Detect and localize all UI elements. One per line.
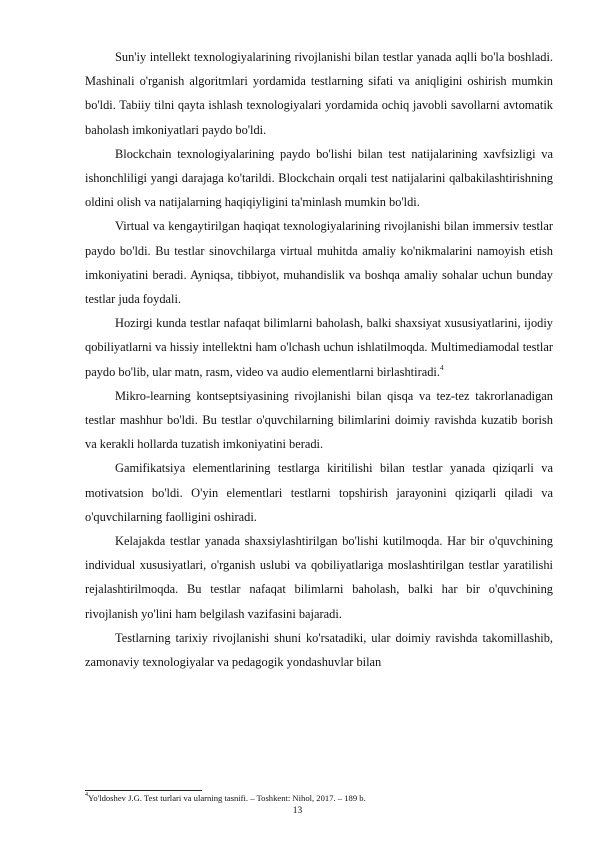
footnote (85, 793, 555, 804)
paragraph-gamification: Gamifikatsiya elementlarining testlarga kiritilishi bilan testlar yanada qiziqarli va motivatsion bo'ldi. O'yin elementlari testlarni topshirish jarayonini qiziqarli qiladi va o'quvchilarning faolligini oshiradi. (85, 461, 553, 524)
footnote-text: Yo'ldoshev J.G. Test turlari va ularning tasnifi. – Toshkent: Nihol, 2017. – 189 b. (88, 793, 366, 803)
paragraph-ai: Sun'iy intellekt texnologiyalarining rivojlanishi bilan testlar yanada aqlli bo'la boshladi. Mashinali o'rganish algoritmlari yordamida testlarning sifati va aniqligini oshirish mumkin bo'ldi. Tabiiy tilni qayta ishlash texnologiyalari yordamida ochiq javobli savollarni avtomatik baholash imkoniyatlari paydo bo'ldi. (85, 50, 553, 137)
paragraph-history: Testlarning tarixiy rivojlanishi shuni ko'rsatadiki, ular doimiy ravishda takomillashib, zamonaviy texnologiyalar va pedagogik yondashuvlar bilan (85, 630, 553, 670)
paragraph-virtual-reality: Virtual va kengaytirilgan haqiqat texnologiyalarining rivojlanishi bilan immersiv testlar paydo bo'ldi. Bu testlar sinovchilarga virtual muhitda amaliy ko'nikmalarini namoyish etish imkoniyatini beradi. Ayniqsa, tibbiyot, muhandislik va boshqa amaliy sohalar uchun bunday testlar juda foydali. (85, 219, 553, 307)
paragraph-micro-learning: Mikro-learning kontseptsiyasining rivojlanishi bilan qisqa va tez-tez takrorlanadigan testlar mashhur bo'ldi. Bu testlar o'quvchilarning bilimlarini doimiy ravishda kuzatib borish va kerakli hollarda tuzatish imkoniyatini beradi. (85, 388, 553, 452)
footnote-marker: 4 (85, 792, 88, 799)
page-body (85, 45, 553, 674)
footnote-divider (85, 790, 202, 791)
paragraph-blockchain: Blockchain texnologiyalarining paydo bo'lishi bilan test natijalarining xavfsizligi va ishonchliligi yangi darajaga ko'tarildi. Blockchain orqali test natijalarini qalbakilashtirishning oldini olish va natijalarning haqiqiyligini ta'minlash mumkin bo'ldi. (85, 146, 553, 210)
paragraph-future: Kelajakda testlar yanada shaxsiylashtirilgan bo'lishi kutilmoqda. Har bir o'quvchining individual xususiyatlari, o'rganish uslubi va qobiliyatlariga moslashtirilgan testlar yaratilishi rejalashtirilmoqda. Bu testlar nafaqat bilimlarni baholash, balki har bir o'quvchining rivojlanish yo'lini ham belgilash vazifasini bajaradi. (85, 534, 553, 621)
footnote-reference[interactable]: 4 (439, 363, 444, 372)
page-number: 13 (292, 806, 303, 816)
paragraph-current-tests-text: Hozirgi kunda testlar nafaqat bilimlarni baholash, balki shaxsiyat xususiyatlarini, ijodiy qobiliyatlarni va hissiy intellektni ham o'lchash uchun ishlatilmoqda. Multimediamodal testlar paydo bo'lib, ular matn, rasm, video va audio elementlarni birlashtiradi. (85, 316, 553, 379)
paragraph-current-tests (85, 311, 553, 384)
